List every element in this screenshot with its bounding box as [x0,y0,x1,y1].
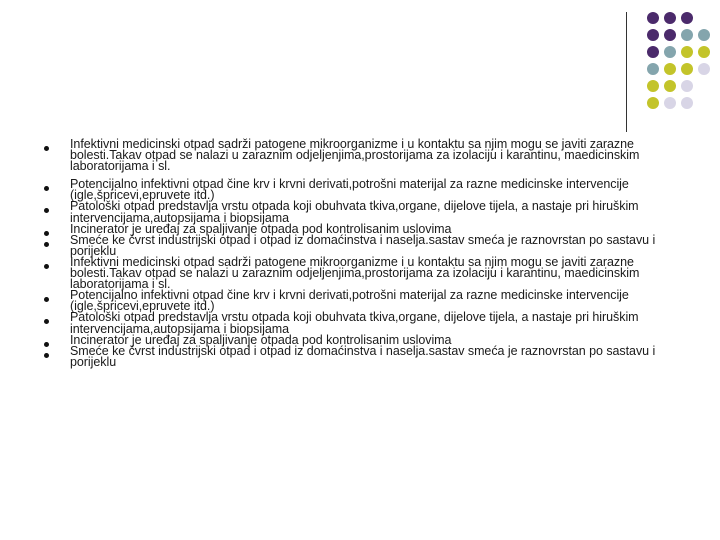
list-item [44,254,694,292]
decorative-dot [647,63,659,75]
decorative-dot [647,97,659,109]
decorative-dot [698,63,710,75]
decorative-dot [664,12,676,24]
bullet-icon [44,297,49,302]
list-item [44,312,694,334]
decorative-dot [681,29,693,41]
decorative-dot [647,29,659,41]
bullet-icon [44,353,49,358]
bullet-text: Incinerator je uređaj za spaljivanje otpada pod kontrolisanim uslovima [70,332,452,347]
bullet-text: Smeće ke čvrst industrijski otpad i otpad iz domaćinstva i naselja.sastav smeća je raznovrstan po sastavu i porijeklu [70,343,656,369]
decorative-dot [664,80,676,92]
bullet-icon [44,146,49,151]
dot-grid-decoration [0,0,720,140]
decorative-dot [647,12,659,24]
bullet-icon [44,319,49,324]
bullet-text: Patološki otpad predstavlja vrstu otpada koji obuhvata tkiva,organe, dijelove tijela, a nastaje pri hiruškim intervencijama,autopsijama i biopsijama [70,199,639,225]
decorative-dot [698,29,710,41]
bullet-list [44,139,694,368]
list-item [44,232,694,258]
bullet-text: Smeće ke čvrst industrijski otpad i otpad iz domaćinstva i naselja.sastav smeća je raznovrstan po sastavu i porijeklu [70,232,656,258]
decorative-dot [698,46,710,58]
decorative-dot [647,46,659,58]
list-item [44,290,694,312]
bullet-icon [44,208,49,213]
list-item [44,139,694,172]
bullet-icon [44,264,49,269]
decorative-dot [664,63,676,75]
decorative-dot [664,29,676,41]
decorative-dot [664,97,676,109]
list-item [44,343,694,369]
list-item [44,179,694,201]
bullet-icon [44,242,49,247]
bullet-text: Potencijalno infektivni otpad čine krv i krvni derivati,potrošni materijal za razne medicinske intervencije (igle,špricevi,epruvete itd.) [70,288,629,314]
decorative-dot [664,46,676,58]
decorative-dot [681,12,693,24]
decorative-dot [681,63,693,75]
decorative-dot [647,80,659,92]
decorative-dot [681,46,693,58]
bullet-text: Potencijalno infektivni otpad čine krv i krvni derivati,potrošni materijal za razne medicinske intervencije (igle,špricevi,epruvete itd.) [70,177,629,203]
bullet-text: Infektivni medicinski otpad sadrži patogene mikroorganizme i u kontaktu sa njim mogu se javiti zarazne bolesti.Takav otpad se nalazi u zaraznim odjeljenjima,prostorijama za izolaciju i karantinu, maedicinskim laboratorijama i sl. [70,254,640,292]
list-item [44,201,694,223]
decorative-dot [681,80,693,92]
bullet-text: Patološki otpad predstavlja vrstu otpada koji obuhvata tkiva,organe, dijelove tijela, a nastaje pri hiruškim intervencijama,autopsijama i biopsijama [70,310,639,336]
decorative-dot [681,97,693,109]
bullet-text: Infektivni medicinski otpad sadrži patogene mikroorganizme i u kontaktu sa njim mogu se javiti zarazne bolesti.Takav otpad se nalazi u zaraznim odjeljenjima,prostorijama za izolaciju i karantinu, maedicinskim laboratorijama i sl. [70,137,640,174]
bullet-text: Incinerator je uređaj za spaljivanje otpada pod kontrolisanim uslovima [70,221,452,236]
bullet-icon [44,186,49,191]
